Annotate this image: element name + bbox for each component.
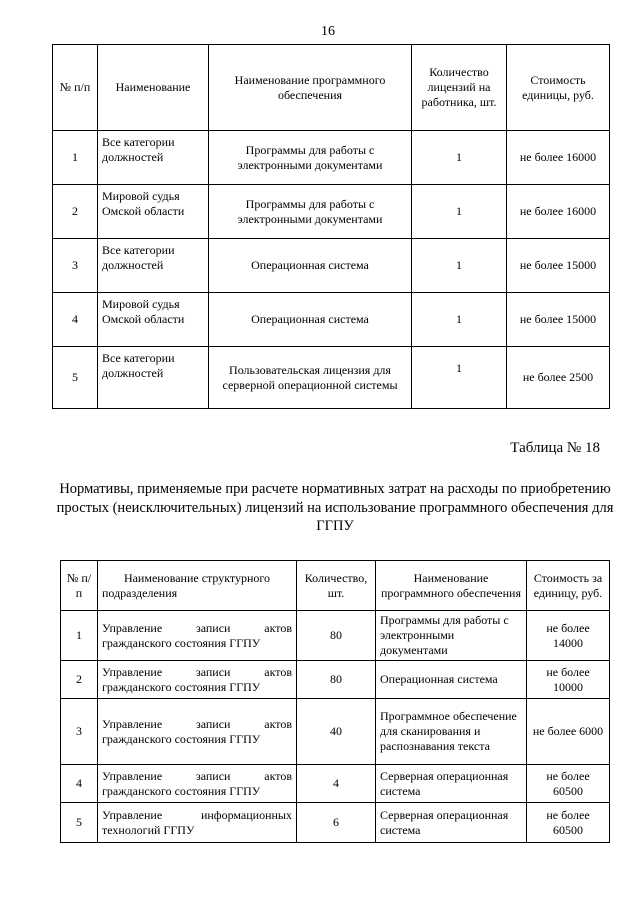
row-software: Серверная операционная система: [376, 803, 527, 843]
header-cost: Стоимость единицы, руб.: [507, 45, 610, 131]
row-qty: 1: [412, 131, 507, 185]
row-qty: 4: [297, 765, 376, 803]
header-num: № п/п: [61, 561, 98, 611]
row-software: Программное обеспечение для сканирования и распознавания текста: [376, 699, 527, 765]
row-num: 5: [61, 803, 98, 843]
table-row: [61, 661, 610, 699]
row-num: 2: [61, 661, 98, 699]
row-software: Пользовательская лицензия для серверной операционной системы: [209, 347, 412, 409]
header-name: Наименование: [98, 45, 209, 131]
row-num: 1: [53, 131, 98, 185]
row-software: Программы для работы с электронными документами: [209, 185, 412, 239]
row-qty: 6: [297, 803, 376, 843]
row-cost: не более 16000: [507, 131, 610, 185]
row-cost: не более 60500: [527, 765, 610, 803]
header-department: Наименование структурного подразделения: [98, 561, 297, 611]
table-row: [61, 611, 610, 661]
row-qty: 1: [412, 347, 507, 409]
row-cost: не более 2500: [507, 347, 610, 409]
row-num: 1: [61, 611, 98, 661]
row-cost: не более 14000: [527, 611, 610, 661]
table-caption: Нормативы, применяемые при расчете нормативных затрат на расходы по приобретению простых (неисключительных) лицензий на использование программного обеспечения для ГГПУ: [56, 481, 614, 535]
row-department: Управление записи актов гражданского состояния ГГПУ: [98, 765, 297, 803]
table-row: [53, 347, 610, 409]
row-qty: 80: [297, 661, 376, 699]
header-qty: Количество, шт.: [297, 561, 376, 611]
table-header-row: [53, 45, 610, 131]
row-cost: не более 15000: [507, 239, 610, 293]
licenses-by-department-table: [60, 560, 610, 843]
row-qty: 1: [412, 239, 507, 293]
table-row: [61, 699, 610, 765]
licenses-by-position-table: [52, 44, 610, 409]
table-row: [61, 765, 610, 803]
table-header-row: [61, 561, 610, 611]
row-num: 2: [53, 185, 98, 239]
row-num: 5: [53, 347, 98, 409]
row-software: Операционная система: [209, 293, 412, 347]
row-cost: не более 16000: [507, 185, 610, 239]
row-software: Операционная система: [376, 661, 527, 699]
row-cost: не более 6000: [527, 699, 610, 765]
header-cost: Стоимость за единицу, руб.: [527, 561, 610, 611]
table-row: [53, 293, 610, 347]
row-category: Мировой судья Омской области: [98, 293, 209, 347]
row-category: Все категории должностей: [98, 131, 209, 185]
row-department: Управление информационных технологий ГГПУ: [98, 803, 297, 843]
row-department: Управление записи актов гражданского состояния ГГПУ: [98, 699, 297, 765]
header-software: Наименование программного обеспечения: [209, 45, 412, 131]
row-software: Программы для работы с электронными документами: [376, 611, 527, 661]
table-row: [53, 185, 610, 239]
row-software: Серверная операционная система: [376, 765, 527, 803]
row-qty: 80: [297, 611, 376, 661]
row-cost: не более 10000: [527, 661, 610, 699]
row-software: Программы для работы с электронными документами: [209, 131, 412, 185]
page-number: 16: [321, 24, 335, 39]
row-cost: не более 15000: [507, 293, 610, 347]
row-software: Операционная система: [209, 239, 412, 293]
header-software: Наименование программного обеспечения: [376, 561, 527, 611]
row-num: 3: [61, 699, 98, 765]
table-row: [61, 803, 610, 843]
row-category: Все категории должностей: [98, 347, 209, 409]
table-row: [53, 239, 610, 293]
row-category: Все категории должностей: [98, 239, 209, 293]
row-department: Управление записи актов гражданского состояния ГГПУ: [98, 611, 297, 661]
table-label: Таблица № 18: [510, 440, 600, 456]
row-num: 4: [53, 293, 98, 347]
row-num: 3: [53, 239, 98, 293]
header-licenses: Количество лицензий на работника, шт.: [412, 45, 507, 131]
row-qty: 40: [297, 699, 376, 765]
row-department: Управление записи актов гражданского состояния ГГПУ: [98, 661, 297, 699]
row-num: 4: [61, 765, 98, 803]
table-row: [53, 131, 610, 185]
header-num: № п/п: [53, 45, 98, 131]
row-qty: 1: [412, 185, 507, 239]
row-category: Мировой судья Омской области: [98, 185, 209, 239]
row-cost: не более 60500: [527, 803, 610, 843]
row-qty: 1: [412, 293, 507, 347]
